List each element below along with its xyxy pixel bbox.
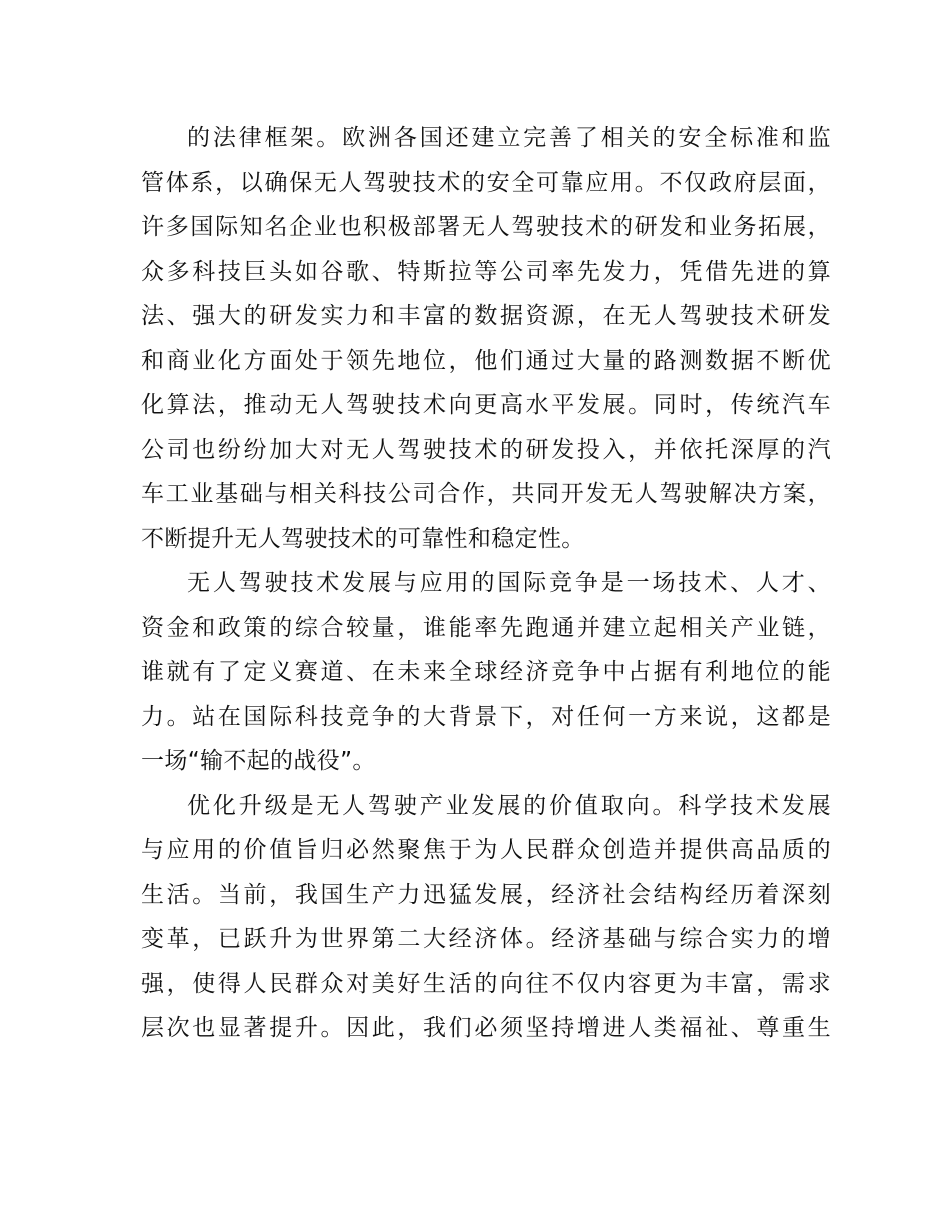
paragraph-1 — [141, 116, 831, 561]
body-text — [141, 116, 831, 1051]
text-line: 许多国际知名企业也积极部署无人驾驶技术的研发和业务拓展， — [141, 214, 831, 240]
text-line: 和商业化方面处于领先地位，他们通过大量的路测数据不断优 — [141, 347, 831, 374]
text-line: 不断提升无人驾驶技术的可靠性和稳定性。 — [141, 525, 585, 552]
text-line: 的法律框架。欧洲各国还建立完善了相关的安全标准和监 — [187, 125, 831, 151]
text-line: 谁就有了定义赛道、在未来全球经济竞争中占据有利地位的能 — [141, 659, 831, 685]
text-line: 法、强大的研发实力和丰富的数据资源，在无人驾驶技术研发 — [141, 303, 831, 329]
text-line: 与应用的价值旨归必然聚焦于为人民群众创造并提供高品质的 — [141, 837, 831, 863]
text-line: 强，使得人民群众对美好生活的向往不仅内容更为丰富，需求 — [141, 970, 831, 997]
text-line: 车工业基础与相关科技公司合作，共同开发无人驾驶解决方案， — [141, 481, 831, 507]
text-line: 一场“输不起的战役”。 — [141, 748, 376, 774]
paragraph-3 — [141, 784, 831, 1051]
text-line: 化算法，推动无人驾驶技术向更高水平发展。同时，传统汽车 — [141, 392, 831, 418]
text-line: 变革，已跃升为世界第二大经济体。经济基础与综合实力的增 — [141, 926, 831, 952]
text-line: 公司也纷纷加大对无人驾驶技术的研发投入，并依托深厚的汽 — [141, 436, 831, 463]
text-line: 层次也显著提升。因此，我们必须坚持增进人类福祉、尊重生 — [141, 1015, 831, 1041]
text-line: 无人驾驶技术发展与应用的国际竞争是一场技术、人才、 — [187, 570, 831, 596]
text-line: 生活。当前，我国生产力迅猛发展，经济社会结构经历着深刻 — [141, 881, 831, 908]
text-line: 力。站在国际科技竞争的大背景下，对任何一方来说，这都是 — [141, 703, 831, 730]
text-line: 管体系，以确保无人驾驶技术的安全可靠应用。不仅政府层面， — [141, 169, 831, 196]
paragraph-2 — [141, 561, 831, 784]
text-line: 众多科技巨头如谷歌、特斯拉等公司率先发力，凭借先进的算 — [141, 258, 831, 285]
text-line: 优化升级是无人驾驶产业发展的价值取向。科学技术发展 — [187, 792, 831, 819]
text-line: 资金和政策的综合较量，谁能率先跑通并建立起相关产业链， — [141, 614, 831, 641]
